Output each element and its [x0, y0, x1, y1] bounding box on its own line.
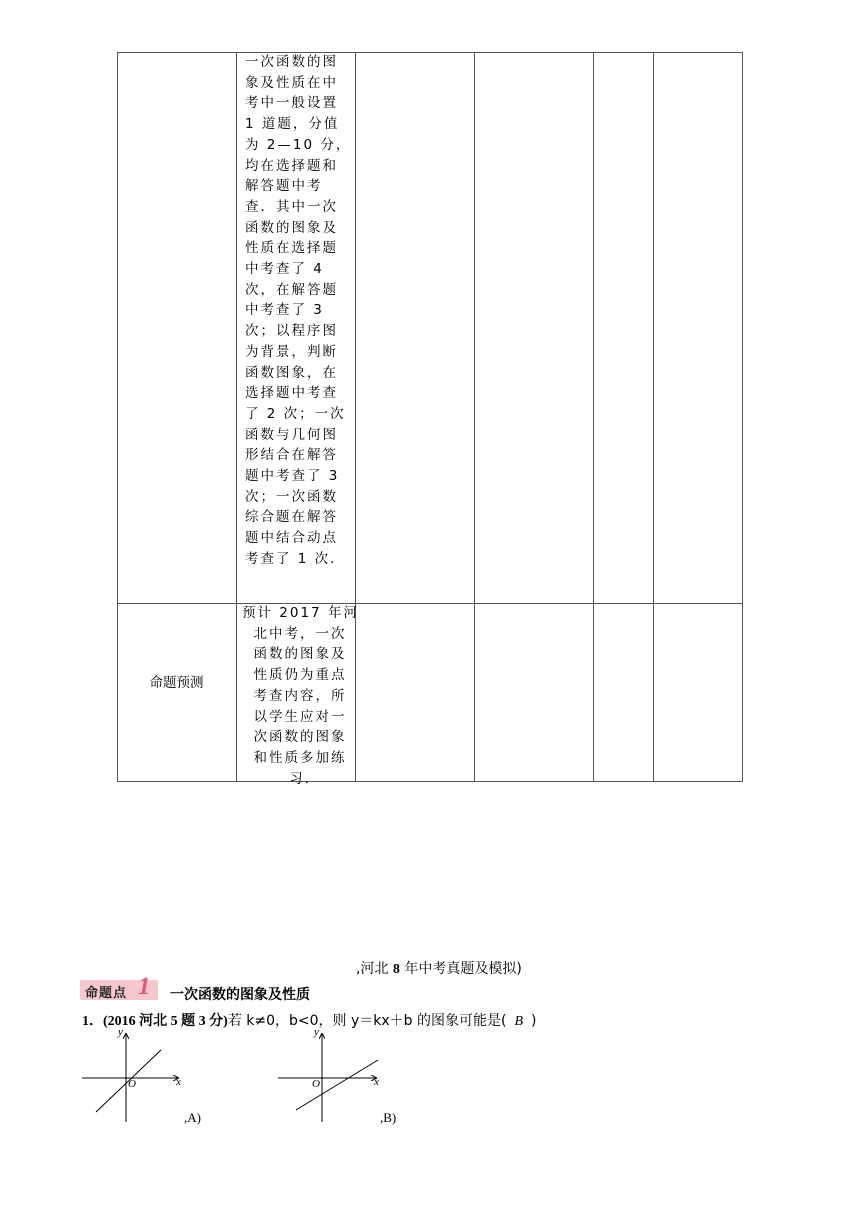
question-source: (2016 河北 5 题 3 分) [103, 1014, 228, 1029]
section-heading: ,河北 8 年中考真题及模拟) [356, 961, 522, 977]
table-border-right [742, 52, 743, 782]
origin-label: O [128, 1078, 136, 1090]
prediction-line: 北中考，一次 [253, 625, 347, 642]
row-label-line: 命题 [149, 675, 177, 691]
origin-label: O [312, 1078, 320, 1090]
table-col-divider [593, 52, 594, 782]
exam-description-cell [245, 52, 353, 570]
y-axis-label: y [118, 1026, 123, 1038]
option-b-label: ,B) [380, 1110, 397, 1125]
prediction-line: 以学生应对一 [253, 708, 347, 725]
question-stem: 若 k≠0，b<0，则 y＝kx＋b 的图象可能是( [227, 1013, 507, 1029]
description-line: 中考查了 4 [245, 261, 324, 278]
x-axis-label: x [374, 1076, 379, 1088]
description-line: 均在选择题和 [245, 157, 338, 174]
table-col-divider [236, 52, 237, 782]
prediction-line: 预计 2017 年河 [242, 605, 359, 621]
description-line: 函数的图象及 [245, 219, 338, 236]
description-line: 函数与几何图 [245, 426, 338, 443]
prediction-line: 次函数的图象 [253, 729, 347, 746]
exam-analysis-table [117, 52, 743, 787]
prediction-line: 函数的图象及 [253, 646, 347, 663]
row-label-prediction [117, 673, 236, 693]
table-border-top [117, 52, 743, 53]
prediction-line: 考查内容，所 [253, 687, 347, 704]
description-line: 函数图象，在 [245, 364, 338, 381]
description-line: 象及性质在中 [245, 74, 338, 91]
description-line: 考中一般设置 [245, 95, 338, 112]
description-line: 综合题在解答 [245, 509, 338, 526]
description-line: 一次函数的图 [245, 54, 338, 70]
description-line: 考查了 1 次． [245, 550, 346, 567]
prediction-line: 和性质多加练 [253, 749, 347, 766]
description-line: 1 道题，分值 [245, 116, 340, 133]
description-line: 了 2 次；一次 [245, 405, 346, 422]
description-line: 次；一次函数 [245, 488, 338, 505]
description-line: 为 2—10 分， [245, 136, 352, 153]
option-a-label: ,A) [184, 1110, 201, 1125]
topic-badge-number: 1 [138, 973, 151, 1000]
description-line: 形结合在解答 [245, 447, 338, 464]
y-axis-label: y [314, 1026, 319, 1038]
description-line: 为背景，判断 [245, 343, 338, 360]
function-line [296, 1060, 378, 1110]
description-line: 题中考查了 3 [245, 468, 340, 485]
description-line: 查．其中一次 [245, 198, 338, 215]
description-line: 解答题中考 [245, 178, 323, 195]
question-1: 1．(2016 河北 5 题 3 分)若 k≠0，b<0，则 y＝kx＋b 的图象可能是( B ) [82, 1013, 537, 1029]
prediction-line: 习. [289, 770, 311, 787]
option-b-graph [274, 1026, 404, 1126]
table-col-divider [653, 52, 654, 782]
description-line: 选择题中考查 [245, 385, 338, 402]
description-line: 题中结合动点 [245, 530, 338, 547]
question-number: 1． [82, 1014, 103, 1029]
topic-title: 一次函数的图象及性质 [170, 987, 310, 1003]
prediction-line: 性质仍为重点 [253, 667, 347, 684]
table-row-divider [117, 603, 743, 604]
description-line: 性质在选择题 [245, 240, 338, 257]
topic-badge-label: 命题点 [85, 986, 128, 1001]
x-axis-label: x [176, 1076, 181, 1088]
row-label-line: 预测 [176, 675, 204, 691]
option-a-graph [78, 1026, 208, 1126]
description-line: 次；以程序图 [245, 323, 338, 340]
description-line: 次，在解答题 [245, 281, 338, 298]
question-answer: B [514, 1014, 524, 1029]
topic-badge [80, 973, 158, 1001]
prediction-cell [242, 603, 358, 789]
table-border-bottom [117, 781, 743, 782]
description-line: 中考查了 3 [245, 302, 324, 319]
table-col-divider [474, 52, 475, 782]
